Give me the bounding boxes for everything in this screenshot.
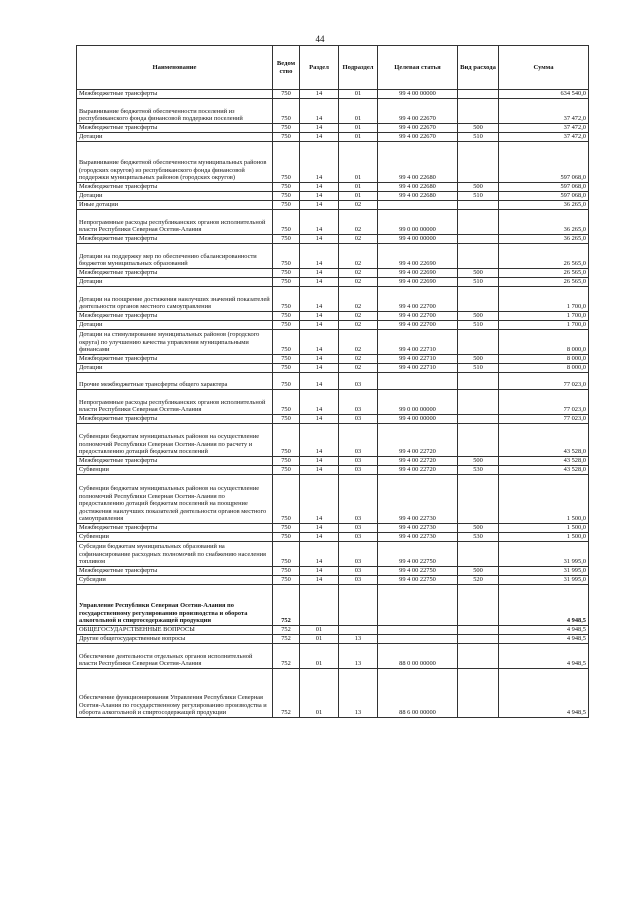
cell-amount: 4 948,5 — [499, 626, 589, 635]
cell-name: Субвенции — [77, 466, 273, 475]
table-row — [77, 278, 589, 287]
cell-name: Межбюджетные трансферты — [77, 524, 273, 533]
cell-section — [300, 585, 339, 626]
cell-subsection: 03 — [339, 542, 378, 567]
cell-department: 750 — [273, 133, 300, 142]
cell-section: 14 — [300, 373, 339, 390]
cell-department: 750 — [273, 533, 300, 542]
table-row — [77, 390, 589, 415]
cell-amount: 36 265,0 — [499, 201, 589, 210]
cell-amount: 26 565,0 — [499, 269, 589, 278]
cell-department: 750 — [273, 99, 300, 124]
cell-department: 750 — [273, 124, 300, 133]
cell-department: 750 — [273, 192, 300, 201]
cell-subsection: 01 — [339, 192, 378, 201]
cell-department: 750 — [273, 269, 300, 278]
cell-amount: 37 472,0 — [499, 99, 589, 124]
cell-section: 14 — [300, 355, 339, 364]
cell-amount: 8 000,0 — [499, 364, 589, 373]
cell-name: Межбюджетные трансферты — [77, 415, 273, 424]
table-row — [77, 626, 589, 635]
cell-amount: 8 000,0 — [499, 330, 589, 355]
cell-subsection: 03 — [339, 475, 378, 524]
cell-expense-type: 500 — [458, 183, 499, 192]
cell-target-article: 99 4 00 22710 — [378, 364, 458, 373]
cell-section: 14 — [300, 466, 339, 475]
cell-department: 750 — [273, 312, 300, 321]
cell-section: 14 — [300, 183, 339, 192]
cell-department: 750 — [273, 364, 300, 373]
cell-section: 14 — [300, 330, 339, 355]
cell-section: 14 — [300, 576, 339, 585]
cell-target-article: 99 4 00 22720 — [378, 466, 458, 475]
cell-expense-type — [458, 644, 499, 669]
cell-target-article: 99 4 00 22700 — [378, 287, 458, 312]
cell-target-article: 99 4 00 22690 — [378, 244, 458, 269]
cell-section: 01 — [300, 644, 339, 669]
cell-target-article: 99 4 00 22680 — [378, 192, 458, 201]
cell-expense-type: 500 — [458, 124, 499, 133]
cell-department: 750 — [273, 321, 300, 330]
cell-target-article: 99 4 00 00000 — [378, 90, 458, 99]
table-row — [77, 585, 589, 626]
cell-subsection: 03 — [339, 524, 378, 533]
cell-name: Межбюджетные трансферты — [77, 90, 273, 99]
cell-target-article: 99 4 00 22680 — [378, 183, 458, 192]
cell-name: Субвенции бюджетам муниципальных районов на осуществление полномочий Республики Северная Осетия-Алания по предоставлению дотаций бюджетам поселений на поощрение достижения наилучших показателей деятельности органов местного самоуправления — [77, 475, 273, 524]
cell-expense-type: 510 — [458, 278, 499, 287]
cell-amount: 31 995,0 — [499, 567, 589, 576]
cell-amount: 1 500,0 — [499, 524, 589, 533]
table-row — [77, 415, 589, 424]
cell-section: 14 — [300, 533, 339, 542]
cell-amount: 597 068,0 — [499, 192, 589, 201]
cell-amount: 4 948,5 — [499, 585, 589, 626]
cell-subsection — [339, 585, 378, 626]
header-subsection: Подраздел — [339, 46, 378, 90]
cell-section: 14 — [300, 321, 339, 330]
table-row — [77, 644, 589, 669]
table-row — [77, 567, 589, 576]
cell-section: 14 — [300, 124, 339, 133]
cell-expense-type: 520 — [458, 576, 499, 585]
cell-amount: 1 500,0 — [499, 475, 589, 524]
cell-section: 14 — [300, 312, 339, 321]
cell-target-article: 99 4 00 00000 — [378, 235, 458, 244]
cell-name: Субвенции бюджетам муниципальных районов на осуществление полномочий Республики Северная Осетия-Алания по расчету и предоставлению дотаций бюджетам поселений — [77, 424, 273, 457]
cell-target-article: 99 4 00 22720 — [378, 457, 458, 466]
cell-department: 750 — [273, 567, 300, 576]
cell-target-article: 99 4 00 00000 — [378, 415, 458, 424]
cell-name: Дотации — [77, 364, 273, 373]
table-row — [77, 269, 589, 278]
cell-name: Дотации — [77, 278, 273, 287]
cell-target-article: 99 4 00 22670 — [378, 133, 458, 142]
cell-section: 14 — [300, 364, 339, 373]
cell-amount: 1 500,0 — [499, 533, 589, 542]
cell-expense-type: 510 — [458, 321, 499, 330]
cell-target-article: 99 4 00 22700 — [378, 321, 458, 330]
cell-amount: 1 700,0 — [499, 287, 589, 312]
cell-expense-type: 500 — [458, 567, 499, 576]
cell-section: 14 — [300, 424, 339, 457]
cell-expense-type — [458, 542, 499, 567]
cell-name: Межбюджетные трансферты — [77, 567, 273, 576]
cell-expense-type — [458, 142, 499, 183]
cell-department: 750 — [273, 142, 300, 183]
cell-department: 750 — [273, 576, 300, 585]
cell-department: 750 — [273, 415, 300, 424]
cell-target-article: 99 4 00 22720 — [378, 424, 458, 457]
table-row — [77, 99, 589, 124]
cell-section: 14 — [300, 133, 339, 142]
cell-section: 14 — [300, 90, 339, 99]
cell-target-article — [378, 585, 458, 626]
cell-department: 750 — [273, 278, 300, 287]
cell-name: Дотации — [77, 192, 273, 201]
cell-department: 750 — [273, 457, 300, 466]
cell-expense-type — [458, 235, 499, 244]
cell-subsection: 01 — [339, 99, 378, 124]
cell-subsection: 01 — [339, 133, 378, 142]
cell-target-article — [378, 635, 458, 644]
cell-subsection: 01 — [339, 124, 378, 133]
cell-department: 750 — [273, 183, 300, 192]
cell-name: Межбюджетные трансферты — [77, 269, 273, 278]
cell-department: 750 — [273, 244, 300, 269]
header-name: Наименование — [77, 46, 273, 90]
table-row — [77, 475, 589, 524]
cell-department: 750 — [273, 373, 300, 390]
cell-amount: 77 023,0 — [499, 390, 589, 415]
cell-department: 750 — [273, 542, 300, 567]
cell-target-article: 99 0 00 00000 — [378, 210, 458, 235]
cell-subsection: 02 — [339, 269, 378, 278]
cell-subsection: 02 — [339, 287, 378, 312]
table-row — [77, 424, 589, 457]
table-row — [77, 90, 589, 99]
cell-target-article: 88 0 00 00000 — [378, 644, 458, 669]
cell-name: Дотации на стимулирование муниципальных районов (городского округа) по улучшению качества управления муниципальными финансами — [77, 330, 273, 355]
table-row — [77, 533, 589, 542]
cell-expense-type — [458, 626, 499, 635]
cell-amount: 26 565,0 — [499, 244, 589, 269]
cell-expense-type — [458, 99, 499, 124]
cell-target-article: 99 0 00 00000 — [378, 390, 458, 415]
table-row — [77, 669, 589, 718]
header-amount: Сумма — [499, 46, 589, 90]
cell-amount: 31 995,0 — [499, 542, 589, 567]
cell-section: 14 — [300, 287, 339, 312]
cell-department: 752 — [273, 626, 300, 635]
cell-department: 750 — [273, 235, 300, 244]
cell-subsection: 02 — [339, 278, 378, 287]
cell-subsection: 02 — [339, 244, 378, 269]
cell-name: ОБЩЕГОСУДАРСТВЕННЫЕ ВОПРОСЫ — [77, 626, 273, 635]
cell-subsection: 13 — [339, 635, 378, 644]
cell-expense-type: 500 — [458, 457, 499, 466]
cell-section: 01 — [300, 669, 339, 718]
cell-expense-type: 510 — [458, 364, 499, 373]
cell-expense-type: 500 — [458, 524, 499, 533]
cell-subsection: 03 — [339, 567, 378, 576]
cell-subsection: 02 — [339, 201, 378, 210]
cell-name: Другие общегосударственные вопросы — [77, 635, 273, 644]
table-row — [77, 457, 589, 466]
cell-target-article: 99 4 00 22710 — [378, 355, 458, 364]
cell-department: 750 — [273, 524, 300, 533]
cell-expense-type: 510 — [458, 133, 499, 142]
cell-amount: 597 068,0 — [499, 183, 589, 192]
budget-table — [76, 45, 589, 718]
cell-amount: 77 023,0 — [499, 415, 589, 424]
cell-section: 01 — [300, 635, 339, 644]
cell-department: 750 — [273, 475, 300, 524]
cell-department: 750 — [273, 424, 300, 457]
cell-amount: 8 000,0 — [499, 355, 589, 364]
cell-target-article — [378, 201, 458, 210]
cell-target-article: 99 4 00 22730 — [378, 475, 458, 524]
cell-section: 14 — [300, 524, 339, 533]
cell-expense-type — [458, 287, 499, 312]
cell-name: Субсидии — [77, 576, 273, 585]
cell-department: 750 — [273, 466, 300, 475]
cell-expense-type — [458, 201, 499, 210]
cell-name: Межбюджетные трансферты — [77, 235, 273, 244]
cell-section: 14 — [300, 142, 339, 183]
table-row — [77, 142, 589, 183]
cell-department: 750 — [273, 287, 300, 312]
cell-expense-type — [458, 635, 499, 644]
cell-subsection: 03 — [339, 424, 378, 457]
cell-target-article: 99 4 00 22700 — [378, 312, 458, 321]
cell-target-article: 99 4 00 22730 — [378, 533, 458, 542]
table-row — [77, 321, 589, 330]
cell-expense-type — [458, 424, 499, 457]
cell-section: 14 — [300, 457, 339, 466]
page-number: 44 — [315, 34, 325, 44]
cell-expense-type: 530 — [458, 466, 499, 475]
cell-subsection: 01 — [339, 90, 378, 99]
cell-name: Иные дотации — [77, 201, 273, 210]
table-row — [77, 201, 589, 210]
cell-section: 14 — [300, 542, 339, 567]
table-row — [77, 355, 589, 364]
cell-expense-type: 530 — [458, 533, 499, 542]
cell-subsection: 03 — [339, 415, 378, 424]
cell-amount: 634 540,0 — [499, 90, 589, 99]
cell-name: Непрограммные расходы республиканских органов исполнительной власти Республики Северная Осетия-Алания — [77, 210, 273, 235]
cell-section: 14 — [300, 415, 339, 424]
cell-expense-type — [458, 90, 499, 99]
cell-subsection: 03 — [339, 457, 378, 466]
cell-department: 750 — [273, 90, 300, 99]
table-row — [77, 124, 589, 133]
cell-target-article — [378, 626, 458, 635]
cell-target-article: 99 4 00 22710 — [378, 330, 458, 355]
cell-target-article: 88 6 00 00000 — [378, 669, 458, 718]
cell-amount: 37 472,0 — [499, 133, 589, 142]
header-target-article: Целевая статья — [378, 46, 458, 90]
cell-amount: 1 700,0 — [499, 312, 589, 321]
cell-target-article — [378, 373, 458, 390]
cell-expense-type: 510 — [458, 192, 499, 201]
cell-expense-type — [458, 210, 499, 235]
cell-subsection: 02 — [339, 330, 378, 355]
cell-amount: 43 528,0 — [499, 457, 589, 466]
cell-department: 752 — [273, 644, 300, 669]
cell-subsection: 13 — [339, 669, 378, 718]
cell-subsection: 02 — [339, 321, 378, 330]
cell-section: 14 — [300, 235, 339, 244]
cell-department: 752 — [273, 635, 300, 644]
cell-name: Дотации — [77, 321, 273, 330]
table-row — [77, 287, 589, 312]
cell-amount: 4 948,5 — [499, 635, 589, 644]
cell-department: 750 — [273, 330, 300, 355]
cell-subsection: 03 — [339, 373, 378, 390]
table-row — [77, 466, 589, 475]
cell-name: Дотации — [77, 133, 273, 142]
cell-name: Управление Республики Северная Осетия-Алания по государственному регулированию производства и оборота алкогольной и спиртосодержащей продукции — [77, 585, 273, 626]
cell-target-article: 99 4 00 22750 — [378, 542, 458, 567]
cell-department: 752 — [273, 585, 300, 626]
cell-amount: 1 700,0 — [499, 321, 589, 330]
table-row — [77, 133, 589, 142]
cell-subsection: 03 — [339, 390, 378, 415]
cell-department: 750 — [273, 201, 300, 210]
table-row — [77, 312, 589, 321]
cell-department: 752 — [273, 669, 300, 718]
cell-amount: 597 068,0 — [499, 142, 589, 183]
cell-subsection: 03 — [339, 533, 378, 542]
cell-amount: 43 528,0 — [499, 424, 589, 457]
cell-amount: 37 472,0 — [499, 124, 589, 133]
cell-section: 14 — [300, 244, 339, 269]
cell-name: Дотации на поддержку мер по обеспечению сбалансированности бюджетов муниципальных образований — [77, 244, 273, 269]
cell-name: Межбюджетные трансферты — [77, 183, 273, 192]
table-row — [77, 542, 589, 567]
cell-expense-type — [458, 585, 499, 626]
header-department: Ведом ство — [273, 46, 300, 90]
table-row — [77, 364, 589, 373]
cell-subsection: 03 — [339, 466, 378, 475]
cell-subsection: 01 — [339, 183, 378, 192]
header-expense-type: Вид расхода — [458, 46, 499, 90]
cell-amount: 36 265,0 — [499, 235, 589, 244]
cell-amount: 4 948,5 — [499, 669, 589, 718]
cell-name: Межбюджетные трансферты — [77, 355, 273, 364]
cell-expense-type — [458, 330, 499, 355]
cell-target-article: 99 4 00 22750 — [378, 576, 458, 585]
cell-section: 14 — [300, 567, 339, 576]
cell-subsection: 03 — [339, 576, 378, 585]
cell-subsection: 02 — [339, 235, 378, 244]
cell-section: 01 — [300, 626, 339, 635]
cell-name: Межбюджетные трансферты — [77, 457, 273, 466]
cell-target-article: 99 4 00 22670 — [378, 99, 458, 124]
cell-section: 14 — [300, 269, 339, 278]
cell-department: 750 — [273, 355, 300, 364]
table-row — [77, 373, 589, 390]
cell-subsection: 02 — [339, 210, 378, 235]
cell-section: 14 — [300, 475, 339, 524]
cell-department: 750 — [273, 210, 300, 235]
cell-subsection: 01 — [339, 142, 378, 183]
cell-expense-type: 500 — [458, 312, 499, 321]
table-row — [77, 183, 589, 192]
table-row — [77, 210, 589, 235]
cell-section: 14 — [300, 192, 339, 201]
cell-section: 14 — [300, 278, 339, 287]
table-header-row — [77, 46, 589, 90]
cell-subsection: 02 — [339, 364, 378, 373]
table-row — [77, 576, 589, 585]
cell-target-article: 99 4 00 22730 — [378, 524, 458, 533]
cell-expense-type — [458, 244, 499, 269]
cell-target-article: 99 4 00 22690 — [378, 269, 458, 278]
cell-amount: 4 948,5 — [499, 644, 589, 669]
cell-subsection: 13 — [339, 644, 378, 669]
cell-expense-type: 500 — [458, 355, 499, 364]
cell-name: Выравнивание бюджетной обеспеченности муниципальных районов (городских округов) из республиканского фонда финансовой поддержки муниципальных районов (городских округов) — [77, 142, 273, 183]
cell-name: Субсидии бюджетам муниципальных образований на софинансирование расходных полномочий по снабжению населения топливом — [77, 542, 273, 567]
table-row — [77, 524, 589, 533]
table-row — [77, 192, 589, 201]
cell-expense-type — [458, 415, 499, 424]
table-row — [77, 635, 589, 644]
cell-subsection — [339, 626, 378, 635]
cell-name: Дотации на поощрение достижения наилучших значений показателей деятельности органов местного самоуправления — [77, 287, 273, 312]
header-section: Раздел — [300, 46, 339, 90]
table-row — [77, 330, 589, 355]
cell-subsection: 02 — [339, 355, 378, 364]
cell-department: 750 — [273, 390, 300, 415]
cell-name: Субвенции — [77, 533, 273, 542]
cell-target-article: 99 4 00 22750 — [378, 567, 458, 576]
cell-expense-type — [458, 475, 499, 524]
cell-expense-type — [458, 390, 499, 415]
cell-section: 14 — [300, 99, 339, 124]
cell-target-article: 99 4 00 22690 — [378, 278, 458, 287]
cell-section: 14 — [300, 210, 339, 235]
cell-section: 14 — [300, 201, 339, 210]
table-row — [77, 235, 589, 244]
cell-expense-type — [458, 669, 499, 718]
cell-name: Межбюджетные трансферты — [77, 124, 273, 133]
cell-amount: 31 995,0 — [499, 576, 589, 585]
cell-amount: 36 265,0 — [499, 210, 589, 235]
cell-amount: 43 528,0 — [499, 466, 589, 475]
cell-name: Межбюджетные трансферты — [77, 312, 273, 321]
cell-subsection: 02 — [339, 312, 378, 321]
cell-expense-type — [458, 373, 499, 390]
cell-section: 14 — [300, 390, 339, 415]
cell-name: Непрограммные расходы республиканских органов исполнительной власти Республики Северная Осетия-Алания — [77, 390, 273, 415]
cell-amount: 26 565,0 — [499, 278, 589, 287]
table-row — [77, 244, 589, 269]
cell-name: Прочие межбюджетные трансферты общего характера — [77, 373, 273, 390]
cell-name: Выравнивание бюджетной обеспеченности поселений из республиканского фонда финансовой поддержки поселений — [77, 99, 273, 124]
table-body — [77, 90, 589, 718]
cell-target-article: 99 4 00 22670 — [378, 124, 458, 133]
cell-expense-type: 500 — [458, 269, 499, 278]
cell-name: Обеспечение деятельности отдельных органов исполнительной власти Республики Северная Осетия-Алания — [77, 644, 273, 669]
cell-target-article: 99 4 00 22680 — [378, 142, 458, 183]
cell-name: Обеспечение функционирования Управления Республики Северная Осетия-Алания по государственному регулированию производства и оборота алкогольной и спиртосодержащей продукции — [77, 669, 273, 718]
cell-amount: 77 023,0 — [499, 373, 589, 390]
